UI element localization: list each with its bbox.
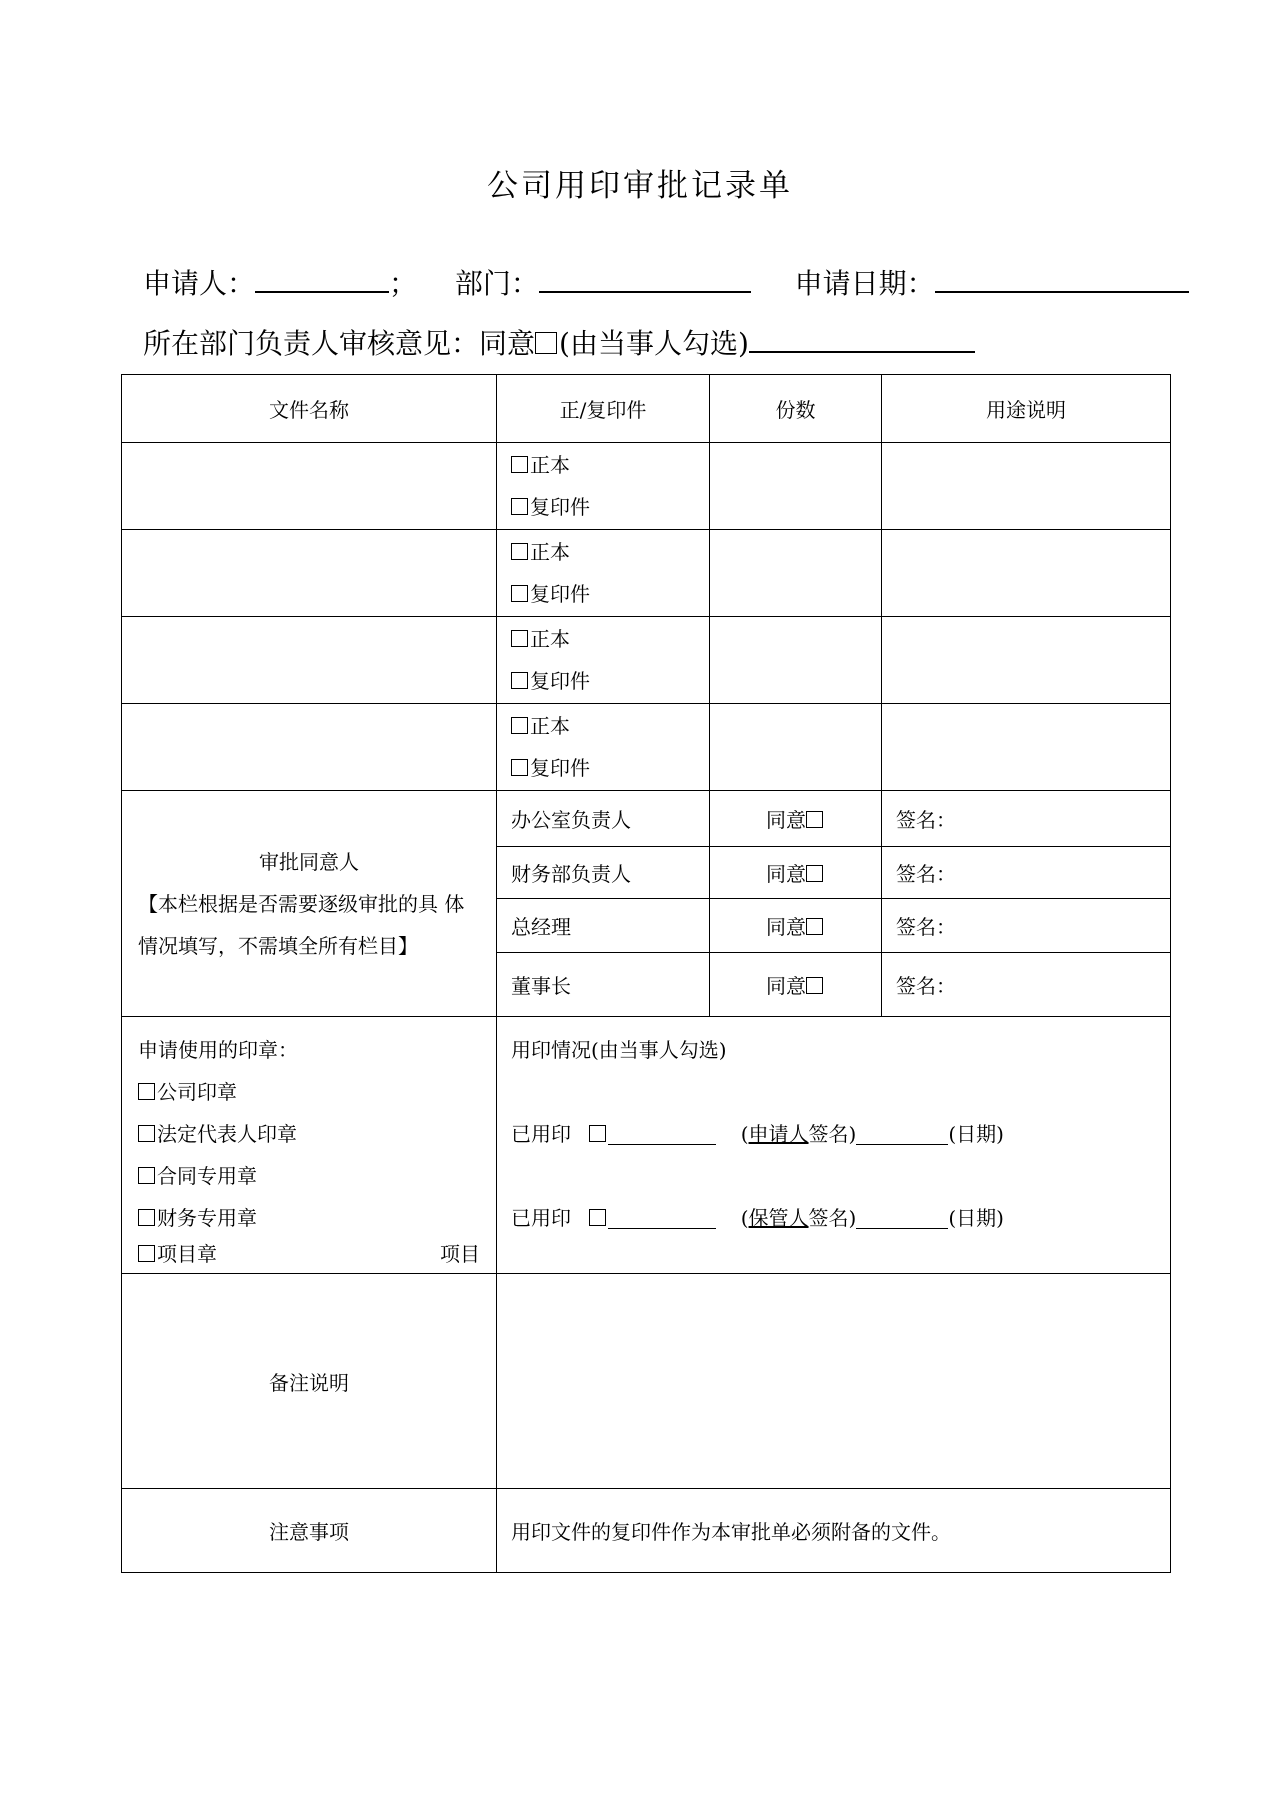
purpose-cell[interactable] <box>882 530 1171 617</box>
copy-checkbox[interactable] <box>511 585 528 602</box>
copy-label: 复印件 <box>530 756 590 780</box>
approver-role: 总经理 <box>497 899 710 953</box>
dept-head-label: 所在部门负责人审核意见： <box>143 327 480 360</box>
copy-checkbox[interactable] <box>511 672 528 689</box>
agree-text: 同意 <box>766 974 806 998</box>
col-header-count: 份数 <box>710 375 882 443</box>
count-cell[interactable] <box>710 704 882 791</box>
original-checkbox[interactable] <box>511 717 528 734</box>
file-name-cell[interactable] <box>122 704 497 791</box>
type-cell <box>497 530 710 617</box>
original-checkbox[interactable] <box>511 630 528 647</box>
seal-row <box>122 1017 1171 1274</box>
agree-checkbox[interactable] <box>806 918 823 935</box>
approver-sign[interactable]: 签名： <box>882 847 1171 899</box>
seal-checkbox[interactable] <box>138 1167 155 1184</box>
who-rest: 签名) <box>808 1206 857 1230</box>
file-name-cell[interactable] <box>122 617 497 704</box>
approver-sign[interactable]: 签名： <box>882 953 1171 1017</box>
approvers-note: 【本栏根据是否需要逐级审批的具 体情况填写，不需填全所有栏目】 <box>138 891 465 958</box>
approver-sign[interactable]: 签名： <box>882 791 1171 847</box>
dept-head-field[interactable] <box>749 325 975 353</box>
type-cell <box>497 617 710 704</box>
applicant-field[interactable] <box>255 265 389 293</box>
who-open: ( <box>740 1206 749 1230</box>
file-row <box>122 443 1171 530</box>
used-label: 已用印 <box>511 1122 571 1146</box>
approvers-cell <box>122 791 497 1017</box>
dept-field[interactable] <box>539 265 751 293</box>
seal-checkbox[interactable] <box>138 1125 155 1142</box>
type-cell <box>497 704 710 791</box>
approver-sign[interactable]: 签名： <box>882 899 1171 953</box>
seal-label: 合同专用章 <box>157 1164 257 1188</box>
type-cell <box>497 443 710 530</box>
count-cell[interactable] <box>710 617 882 704</box>
copy-checkbox[interactable] <box>511 759 528 776</box>
seal-label: 项目章 <box>157 1242 217 1266</box>
purpose-cell[interactable] <box>882 617 1171 704</box>
purpose-cell[interactable] <box>882 704 1171 791</box>
approver-role: 财务部负责人 <box>497 847 710 899</box>
copy-label: 复印件 <box>530 495 590 519</box>
col-header-purpose: 用途说明 <box>882 375 1171 443</box>
original-checkbox[interactable] <box>511 543 528 560</box>
file-row <box>122 704 1171 791</box>
used-checkbox[interactable] <box>589 1209 606 1226</box>
col-header-type: 正/复印件 <box>497 375 710 443</box>
page-title: 公司用印审批记录单 <box>487 168 793 204</box>
agree-text: 同意 <box>766 808 806 832</box>
agree-checkbox[interactable] <box>806 811 823 828</box>
seal-checkbox[interactable] <box>138 1209 155 1226</box>
approver-row <box>122 791 1171 847</box>
seal-label: 法定代表人印章 <box>157 1122 297 1146</box>
purpose-cell[interactable] <box>882 443 1171 530</box>
approvers-title: 审批同意人 <box>259 849 359 874</box>
seal-checkbox[interactable] <box>138 1083 155 1100</box>
agree-checkbox[interactable] <box>535 332 557 354</box>
count-cell[interactable] <box>710 530 882 617</box>
date-label: (日期) <box>948 1122 1004 1146</box>
file-name-cell[interactable] <box>122 530 497 617</box>
original-label: 正本 <box>530 714 570 738</box>
seal-label: 财务专用章 <box>157 1206 257 1230</box>
dept-head-line <box>143 322 975 362</box>
remarks-field[interactable] <box>497 1274 1171 1489</box>
who-open: ( <box>740 1122 749 1146</box>
original-label: 正本 <box>530 540 570 564</box>
remarks-label: 备注说明 <box>122 1274 497 1489</box>
date-field[interactable] <box>935 265 1189 293</box>
approver-role: 办公室负责人 <box>497 791 710 847</box>
original-label: 正本 <box>530 627 570 651</box>
agree-text: 同意 <box>766 915 806 939</box>
usage-line <box>511 1197 1156 1239</box>
approver-agree <box>710 791 882 847</box>
seals-cell <box>122 1017 497 1274</box>
approver-role: 董事长 <box>497 953 710 1017</box>
who-label: 保管人 <box>748 1206 809 1230</box>
remarks-row <box>122 1274 1171 1489</box>
date-label: (日期) <box>948 1206 1004 1230</box>
copy-label: 复印件 <box>530 582 590 606</box>
seal-label: 公司印章 <box>157 1080 237 1104</box>
file-row <box>122 530 1171 617</box>
sign-blank[interactable] <box>856 1206 948 1229</box>
tick-note: (由当事人勾选) <box>559 327 749 360</box>
approval-table <box>121 374 1171 1573</box>
agree-label: 同意 <box>479 327 536 360</box>
used-blank[interactable] <box>608 1206 716 1229</box>
seal-checkbox[interactable] <box>138 1245 155 1262</box>
used-label: 已用印 <box>511 1206 571 1230</box>
agree-checkbox[interactable] <box>806 865 823 882</box>
separator: ； <box>389 267 418 300</box>
applicant-label: 申请人： <box>143 267 256 300</box>
approver-agree <box>710 899 882 953</box>
file-row <box>122 617 1171 704</box>
original-label: 正本 <box>530 453 570 477</box>
notes-row <box>122 1489 1171 1573</box>
used-blank[interactable] <box>608 1122 716 1145</box>
agree-text: 同意 <box>766 862 806 886</box>
notes-label: 注意事项 <box>122 1489 497 1573</box>
count-cell[interactable] <box>710 443 882 530</box>
agree-checkbox[interactable] <box>806 977 823 994</box>
who-label: 申请人 <box>748 1122 809 1146</box>
original-checkbox[interactable] <box>511 456 528 473</box>
date-label: 申请日期： <box>794 267 935 300</box>
approver-agree <box>710 847 882 899</box>
copy-label: 复印件 <box>530 669 590 693</box>
dept-label: 部门： <box>454 267 539 300</box>
applicant-line <box>143 262 1189 302</box>
col-header-file: 文件名称 <box>122 375 497 443</box>
copy-checkbox[interactable] <box>511 498 528 515</box>
seal-project-suffix: 项目 <box>440 1242 480 1266</box>
notes-text: 用印文件的复印件作为本审批单必须附备的文件。 <box>497 1489 1171 1573</box>
used-checkbox[interactable] <box>589 1125 606 1142</box>
usage-cell <box>497 1017 1171 1274</box>
usage-title: 用印情况(由当事人勾选) <box>511 1038 727 1062</box>
approver-agree <box>710 953 882 1017</box>
usage-line <box>511 1113 1156 1155</box>
who-rest: 签名) <box>808 1122 857 1146</box>
seals-title: 申请使用的印章： <box>138 1038 298 1062</box>
file-name-cell[interactable] <box>122 443 497 530</box>
sign-blank[interactable] <box>856 1122 948 1145</box>
